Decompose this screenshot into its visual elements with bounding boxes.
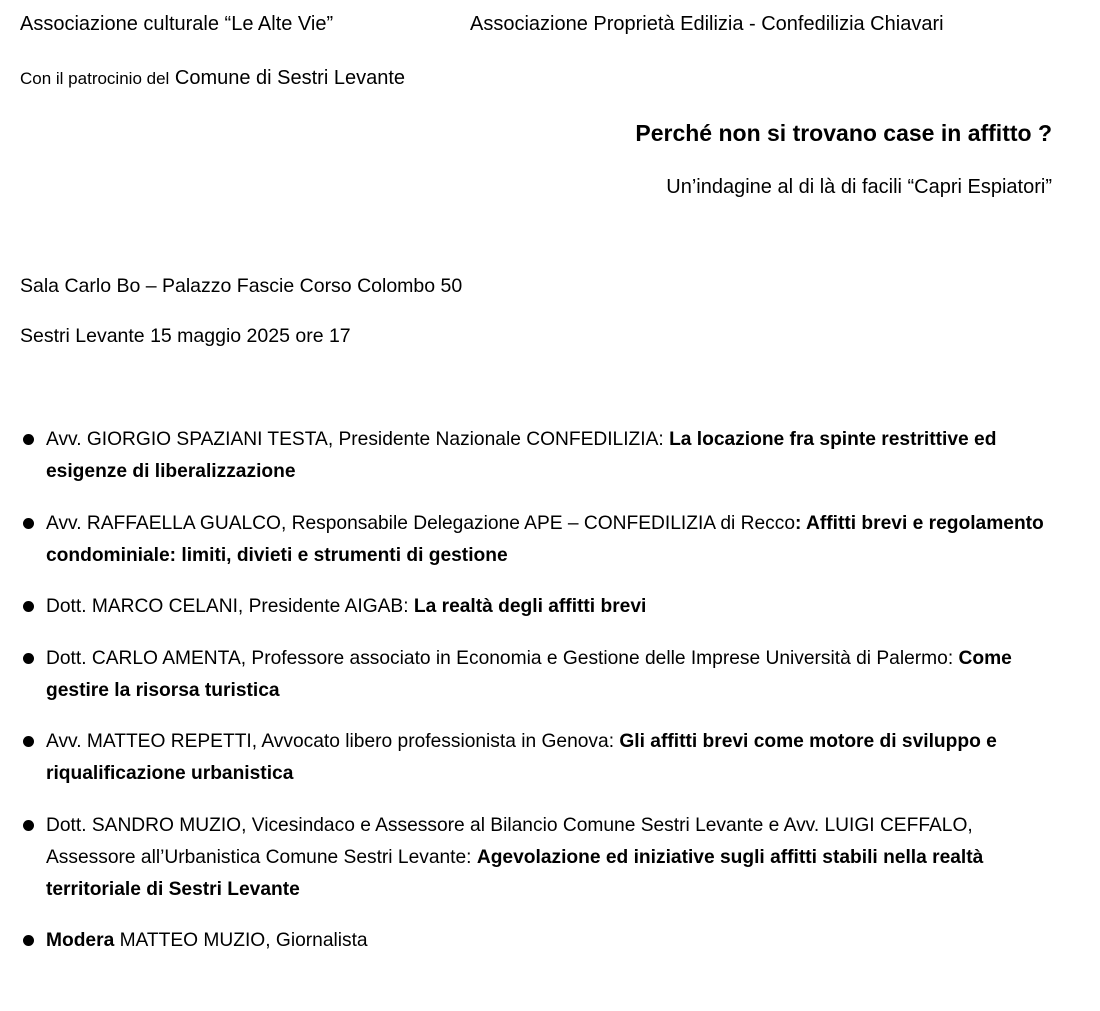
speaker-item: [20, 810, 1060, 906]
event-title: Perché non si trovano case in affitto ?: [635, 120, 1052, 146]
patronage-name: Comune di Sestri Levante: [174, 67, 406, 89]
organizer-right: Associazione Proprietà Edilizia - Confedilizia Chiavari: [470, 13, 944, 35]
venue-date: Sestri Levante 15 maggio 2025 ore 17: [20, 325, 351, 347]
speaker-item: [20, 508, 1060, 572]
speakers-list: [20, 424, 1060, 977]
speaker-topic: La realtà degli affitti brevi: [413, 596, 647, 617]
speaker-intro: Avv. RAFFAELLA GUALCO, Responsabile Delegazione APE – CONFEDILIZIA di Recco: [46, 512, 796, 534]
moderator-item: [20, 925, 1060, 957]
speaker-intro: Dott. MARCO CELANI, Presidente AIGAB:: [46, 596, 414, 617]
speaker-topic: Come gestire la risorsa turistica: [46, 647, 1012, 701]
organizer-left: Associazione culturale “Le Alte Vie”: [20, 13, 334, 35]
speaker-topic: La locazione fra spinte restrittive ed esigenze di liberalizzazione: [46, 429, 997, 482]
bullet-icon: [23, 736, 34, 747]
event-subtitle: Un’indagine al di là di facili “Capri Espiatori”: [666, 176, 1052, 198]
speaker-item: [20, 643, 1060, 707]
speaker-item: [20, 591, 1060, 623]
speaker-intro: Avv. MATTEO REPETTI, Avvocato libero professionista in Genova:: [46, 731, 620, 752]
patronage-prefix: Con il patrocinio del: [20, 69, 170, 88]
bullet-icon: [23, 935, 34, 946]
bullet-icon: [23, 434, 34, 445]
speaker-item: [20, 726, 1060, 790]
speaker-intro: Avv. GIORGIO SPAZIANI TESTA, Presidente Nazionale CONFEDILIZIA:: [46, 429, 670, 450]
speaker-topic: Gli affitti brevi come motore di sviluppo e riqualificazione urbanistica: [46, 731, 997, 784]
speaker-intro: Dott. CARLO AMENTA, Professore associato in Economia e Gestione delle Imprese Università di Palermo:: [46, 647, 959, 669]
bullet-icon: [23, 820, 34, 831]
speaker-topic: Agevolazione ed iniziative sugli affitti stabili nella realtà territoriale di Sestri Levante: [46, 846, 984, 900]
moderator-label: Modera: [46, 930, 115, 951]
venue-place: Sala Carlo Bo – Palazzo Fascie Corso Colombo 50: [20, 275, 463, 297]
patronage-line: [20, 66, 405, 91]
moderator-name: MATTEO MUZIO, Giornalista: [114, 930, 368, 951]
speaker-topic: : Affitti brevi e regolamento condominiale: limiti, divieti e strumenti di gestione: [46, 512, 1044, 566]
speaker-item: [20, 424, 1060, 488]
bullet-icon: [23, 518, 34, 529]
speaker-intro: Dott. SANDRO MUZIO, Vicesindaco e Assessore al Bilancio Comune Sestri Levante e Avv. LUIGI CEFFALO, Assessore all’Urbanistica Comune Sestri Levante:: [46, 814, 973, 868]
bullet-icon: [23, 601, 34, 612]
bullet-icon: [23, 653, 34, 664]
